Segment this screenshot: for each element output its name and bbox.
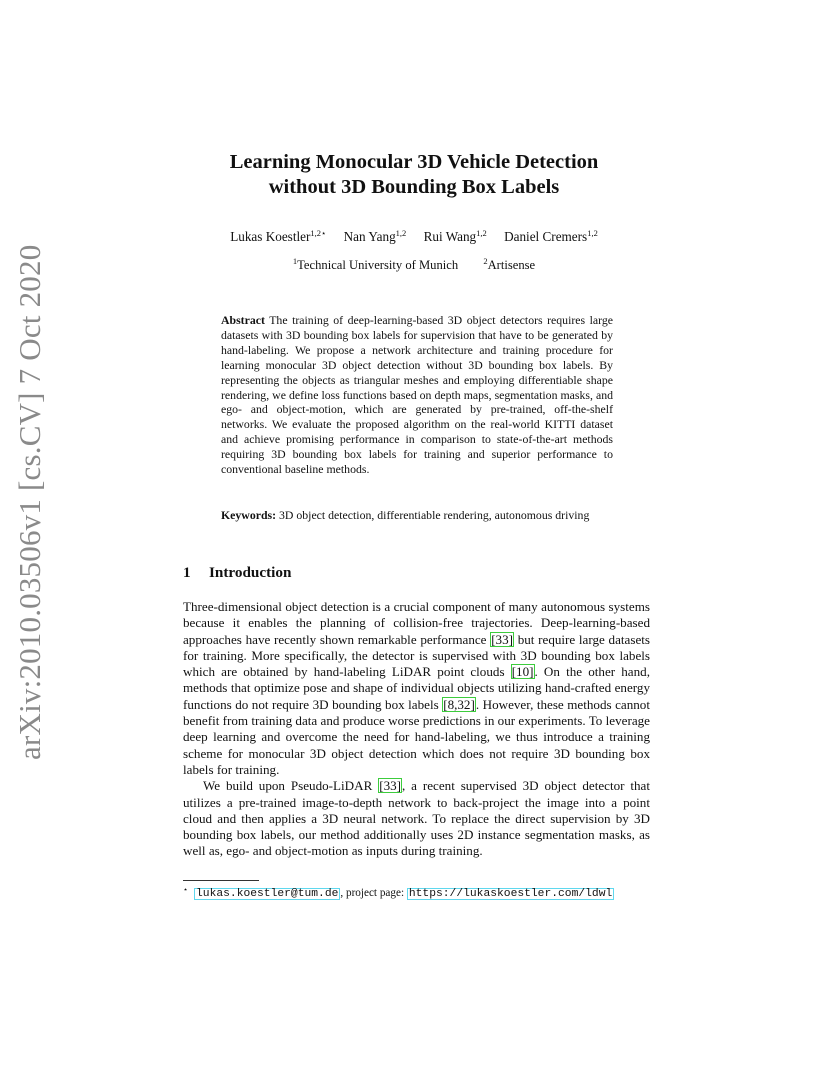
- email-link[interactable]: lukas.koestler@tum.de: [196, 888, 339, 900]
- paragraph-text: . However, these methods cannot benefit from training data and produce worse predictions in our experiments. To leverage deep learning and overcome the need for hand-labeling, we thus introduce a training scheme for monocular 3D object detection which does not require 3D bounding box labels for training.: [183, 696, 650, 777]
- footnote-rule: [183, 880, 259, 881]
- paragraph: [183, 778, 650, 859]
- author-list: [0, 229, 828, 245]
- author-name: Rui Wang: [423, 229, 477, 244]
- abstract-text: The training of deep-learning-based 3D object detectors requires large datasets with 3D bounding box labels for supervision that have to be generated by hand-labeling. We propose a network architecture and training procedure for learning monocular 3D object detection without 3D bounding box labels. By representing the objects as triangular meshes and employing differentiable shape rendering, we define loss functions based on depth maps, segmentation masks, and ego- and object-motion, which are generated by pre-trained, off-the-shelf networks. We evaluate the proposed algorithm on the real-world KITTI dataset and achieve promising performance in comparison to state-of-the-art methods requiring 3D bounding box labels for training and superior performance to conventional baseline methods.: [221, 313, 613, 477]
- section-title: Introduction: [209, 564, 292, 581]
- author-affil-mark: 1,2: [587, 228, 598, 238]
- abstract-label: Abstract: [221, 313, 265, 327]
- author-name: Nan Yang: [343, 229, 396, 244]
- author: [504, 229, 598, 244]
- author: [424, 229, 487, 244]
- section-number: 1: [183, 564, 191, 581]
- footnote-text: , project page:: [340, 887, 407, 899]
- paper-title: [0, 150, 828, 200]
- arxiv-side-stamp: arXiv:2010.03506v1 [cs.CV] 7 Oct 2020: [12, 244, 47, 760]
- abstract: [221, 313, 613, 477]
- author-affil-mark: 1,2: [395, 228, 407, 238]
- citation-link[interactable]: [10]: [511, 664, 534, 680]
- citation-link[interactable]: [33]: [491, 631, 514, 647]
- affiliation: [293, 258, 458, 272]
- paragraph-text: . On the other hand, methods that optimize pose and shape of individual objects utilizing hand-crafted energy functions do not require 3D bounding box labels: [183, 664, 650, 712]
- affiliation-name: Artisense: [487, 258, 536, 272]
- keywords-text: 3D object detection, differentiable rendering, autonomous driving: [279, 508, 590, 522]
- paragraph-text: We build upon Pseudo-LiDAR: [203, 778, 379, 794]
- footnote-mark: ⋆: [183, 885, 189, 894]
- affiliation-mark: 1: [292, 256, 298, 266]
- affiliation: [483, 258, 535, 272]
- author-affil-mark: 1,2⋆: [310, 228, 327, 238]
- author-affil-mark: 1,2: [476, 228, 487, 238]
- footnote: [183, 885, 663, 900]
- body-text: [183, 599, 650, 860]
- keywords-label: Keywords:: [221, 508, 277, 522]
- author-name: Daniel Cremers: [504, 229, 588, 244]
- paragraph-text: but require large datasets for training. More specifically, the detector is supervised with 3D bounding box labels which are obtained by hand-labeling LiDAR point clouds: [183, 631, 650, 680]
- author-name: Lukas Koestler: [230, 229, 311, 244]
- citation-link[interactable]: [8,32]: [443, 696, 475, 712]
- section-heading: [183, 564, 291, 582]
- affiliation-name: Technical University of Munich: [297, 258, 459, 272]
- keywords: [221, 508, 613, 523]
- paragraph: [183, 599, 650, 778]
- title-line-1: Learning Monocular 3D Vehicle Detection: [229, 151, 599, 173]
- affiliation-mark: 2: [483, 256, 488, 266]
- paragraph-text: Three-dimensional object detection is a crucial component of many autonomous systems because it enables the planning of collision-free trajectories. Deep-learning-based approaches have recently shown remarkable performance: [183, 599, 650, 647]
- paragraph-text: , a recent supervised 3D object detector that utilizes a pre-trained image-to-depth network to back-project the image into a point cloud and then applies a 3D neural network. To replace the direct supervision by 3D bounding box labels, our method additionally uses 2D instance segmentation masks, as well as, ego- and object-motion as inputs during training.: [183, 778, 651, 859]
- author: [344, 229, 407, 244]
- author: [230, 229, 326, 244]
- affiliation-list: [0, 258, 828, 273]
- title-line-2: without 3D Bounding Box Labels: [268, 176, 560, 198]
- project-page-link[interactable]: https://lukaskoestler.com/ldwl: [408, 888, 613, 900]
- citation-link[interactable]: [33]: [379, 778, 402, 794]
